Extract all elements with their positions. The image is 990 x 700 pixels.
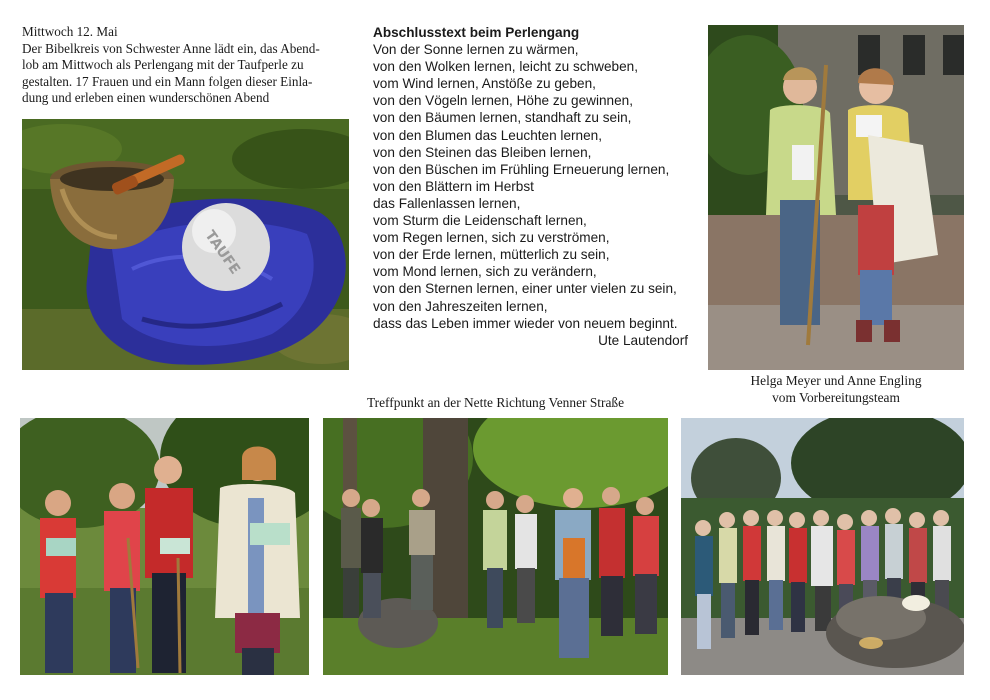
photo-helga-anne — [708, 25, 964, 370]
pearl-engraving: TAUFE — [201, 227, 243, 278]
poem-author: Ute Lautendorf — [598, 332, 688, 348]
intro-line: gestalten. 17 Frauen und ein Mann folgen dieser Einla- — [22, 73, 313, 89]
photo-group-forest — [323, 418, 668, 675]
poem-title: Abschlusstext beim Perlengang — [373, 25, 580, 40]
poem-line: von den Wolken lernen, leicht zu schweben, — [373, 59, 638, 75]
intro-line: lob am Mittwoch als Perlengang mit der Taufperle zu — [22, 57, 304, 73]
caption-helga-anne — [708, 372, 964, 406]
poem-line: vom Mond lernen, sich zu verändern, — [373, 264, 597, 280]
intro-line: Mittwoch 12. Mai — [22, 24, 118, 39]
poem-line: Von der Sonne lernen zu wärmen, — [373, 42, 579, 58]
intro-line: Der Bibelkreis von Schwester Anne lädt ein, das Abend- — [22, 40, 320, 56]
poem-line: von den Jahreszeiten lernen, — [373, 298, 548, 314]
caption-meeting-point: Treffpunkt an der Nette Richtung Venner Straße — [366, 395, 625, 410]
photo-group-evening — [681, 418, 964, 675]
photo-women-reading — [20, 418, 309, 675]
photo-singing-bowl-pearl — [22, 119, 349, 370]
poem-line: von der Erde lernen, mütterlich zu sein, — [373, 247, 610, 263]
poem-line: von den Steinen das Bleiben lernen, — [373, 144, 592, 160]
poem-line: von den Blumen das Leuchten lernen, — [373, 127, 602, 143]
poem-line: vom Wind lernen, Anstöße zu geben, — [373, 76, 596, 92]
intro-text — [22, 24, 352, 107]
poem-line: von den Vögeln lernen, Höhe zu gewinnen, — [373, 93, 633, 109]
poem-line: das Fallenlassen lernen, — [373, 195, 521, 211]
poem-line: dass das Leben immer wieder von neuem beginnt. — [373, 315, 678, 331]
poem — [373, 24, 698, 349]
intro-line: dung und erleben einen wunderschönen Abend — [22, 90, 270, 106]
poem-line: von den Blättern im Herbst — [373, 178, 534, 194]
poem-line: vom Regen lernen, sich zu verströmen, — [373, 230, 610, 246]
caption-line: vom Vorbereitungsteam — [772, 390, 900, 405]
poem-line: von den Büschen im Frühling Erneuerung lernen, — [373, 161, 670, 177]
poem-line: von den Bäumen lernen, standhaft zu sein, — [373, 110, 632, 126]
poem-line: von den Sternen lernen, einer unter vielen zu sein, — [373, 281, 677, 297]
caption-line: Helga Meyer und Anne Engling — [750, 373, 922, 388]
poem-line: vom Sturm die Leidenschaft lernen, — [373, 213, 587, 229]
